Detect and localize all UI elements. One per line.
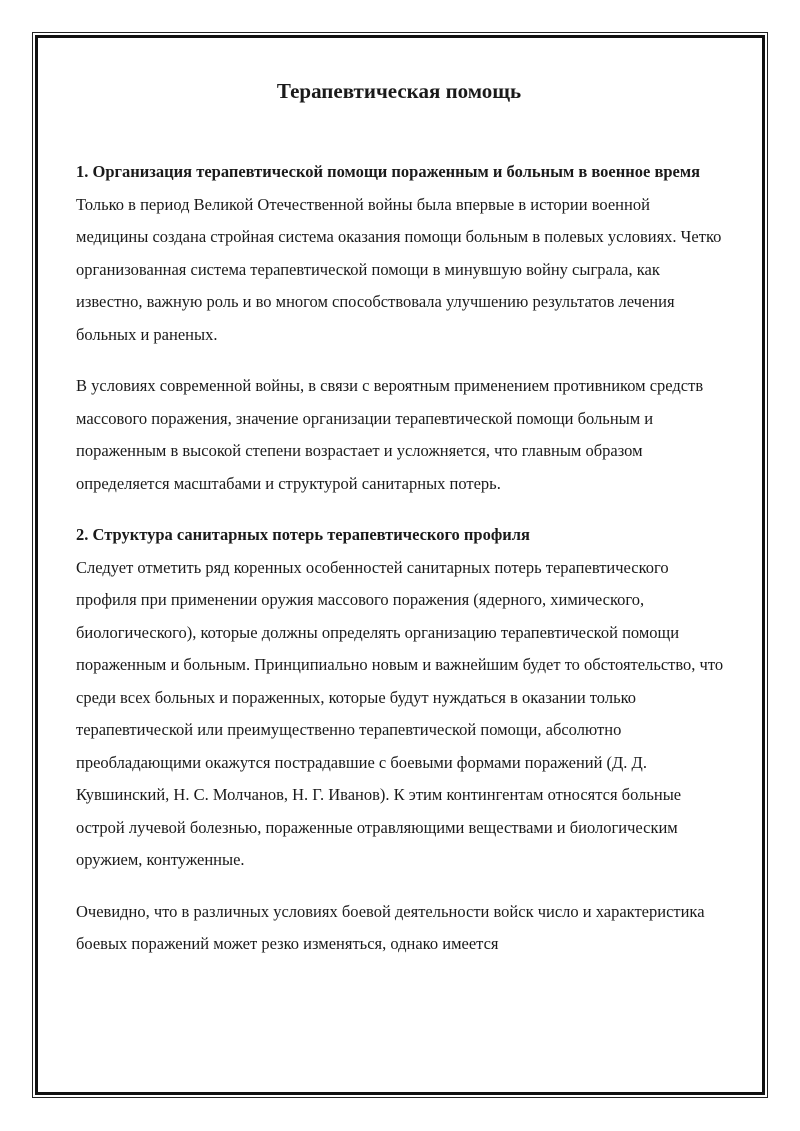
section-1-paragraph-2: В условиях современной войны, в связи с вероятным применением противником средств массового поражения, значение организации терапевтической помощи больным и пораженным в высокой степени возрастает и усложняется, что главным образом определяется масштабами и структурой санитарных потерь. xyxy=(76,376,704,493)
section-1 xyxy=(76,156,726,500)
section-2 xyxy=(76,519,726,961)
section-2-heading: 2. Структура санитарных потерь терапевтического профиля xyxy=(76,525,530,544)
section-1-heading: 1. Организация терапевтической помощи пораженным и больным в военное время xyxy=(76,162,701,181)
document-title: Терапевтическая помощь xyxy=(276,79,522,103)
section-2-paragraph-2: Очевидно, что в различных условиях боевой деятельности войск число и характеристика боевых поражений может резко изменяться, однако имеется xyxy=(76,901,705,953)
section-2-paragraph-1: Следует отметить ряд коренных особенностей санитарных потерь терапевтического профиля при применении оружия массового поражения (ядерного, химического, биологического), которые должны определять организацию терапевтической помощи пораженным и больным. Принципиально новым и важнейшим будет то обстоятельство, что среди всех больных и пораженных, которые будут нуждаться в оказании только терапевтической или преимущественно терапевтической помощи, абсолютно преобладающими окажутся пострадавшие с боевыми формами поражений (Д. Д. Кувшинский, Н. С. Молчанов, Н. Г. Иванов). К этим контингентам относятся больные острой лучевой болезнью, пораженные отравляющими веществами и биологическим оружием, контуженные. xyxy=(76,557,724,869)
document-body xyxy=(76,72,726,961)
section-1-paragraph-1: Только в период Великой Отечественной войны была впервые в истории военной медицины создана стройная система оказания помощи больным в полевых условиях. Четко организованная система терапевтической помощи в минувшую войну сыграла, как известно, важную роль и во многом способствовала улучшению результатов лечения больных и раненых. xyxy=(76,194,722,344)
